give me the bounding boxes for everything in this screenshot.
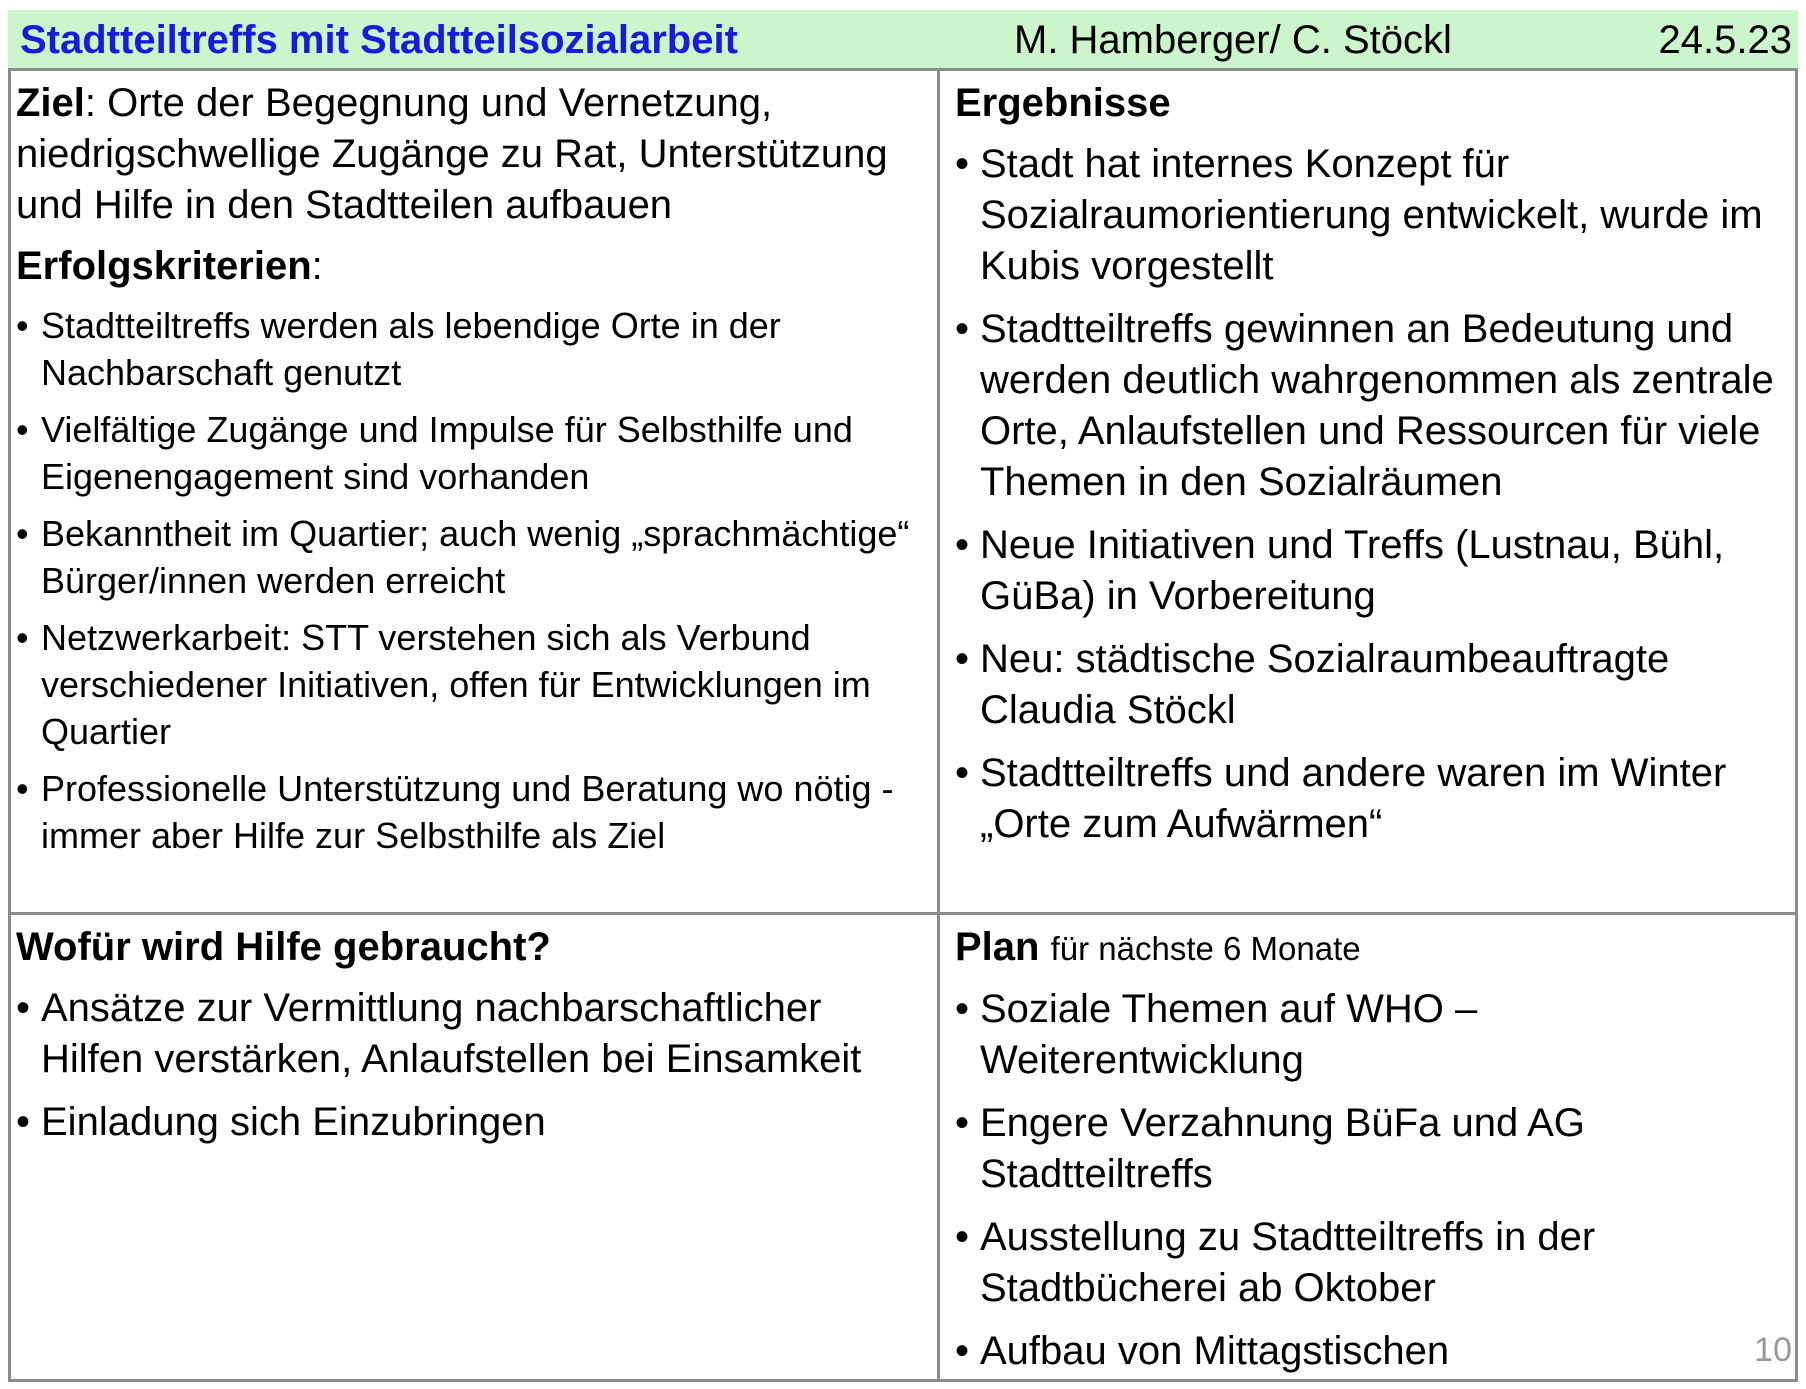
results-cell bbox=[955, 78, 1795, 862]
plan-heading bbox=[955, 922, 1795, 974]
slide-title: Stadtteiltreffs mit Stadtteilsozialarbeit bbox=[20, 18, 738, 62]
plan-list bbox=[955, 984, 1795, 1377]
slide-authors: M. Hamberger/ C. Stöckl bbox=[1014, 18, 1452, 62]
criteria-suffix: : bbox=[311, 244, 323, 288]
help-list bbox=[16, 983, 931, 1148]
list-item: • Stadt hat internes Konzept für Sozialraumorientierung entwickelt, wurde im Kubis vorgestellt bbox=[955, 139, 1795, 292]
results-heading: Ergebnisse bbox=[955, 81, 1171, 125]
list-item: • Bekanntheit im Quartier; auch wenig „sprachmächtige“ Bürger/innen werden erreicht bbox=[16, 510, 931, 604]
criteria-heading bbox=[16, 241, 931, 292]
column-divider bbox=[937, 68, 940, 1382]
list-item: • Soziale Themen auf WHO – Weiterentwicklung bbox=[955, 984, 1795, 1086]
list-item: • Einladung sich Einzubringen bbox=[16, 1097, 931, 1148]
goal-criteria-cell bbox=[16, 78, 931, 869]
list-item: • Professionelle Unterstützung und Beratung wo nötig - immer aber Hilfe zur Selbsthilfe als Ziel bbox=[16, 765, 931, 859]
list-item: • Neue Initiativen und Treffs (Lustnau, Bühl, GüBa) in Vorbereitung bbox=[955, 520, 1795, 622]
help-cell bbox=[16, 922, 931, 1160]
goal-text: : Orte der Begegnung und Vernetzung, niedrigschwellige Zugänge zu Rat, Unterstützung und Hilfe in den Stadtteilen aufbauen bbox=[16, 81, 888, 227]
page-number: 10 bbox=[1754, 1331, 1792, 1369]
plan-sublabel: für nächste 6 Monate bbox=[1050, 930, 1361, 967]
criteria-label: Erfolgskriterien bbox=[16, 244, 312, 288]
list-item: • Stadtteiltreffs werden als lebendige Orte in der Nachbarschaft genutzt bbox=[16, 302, 931, 396]
plan-cell bbox=[955, 922, 1795, 1389]
plan-label: Plan bbox=[955, 925, 1040, 969]
list-item: • Ansätze zur Vermittlung nachbarschaftlicher Hilfen verstärken, Anlaufstellen bei Einsamkeit bbox=[16, 983, 931, 1085]
slide-date: 24.5.23 bbox=[1658, 18, 1792, 62]
list-item: • Aufbau von Mittagstischen bbox=[955, 1326, 1795, 1377]
slide-header bbox=[8, 10, 1798, 68]
results-list bbox=[955, 139, 1795, 850]
help-heading: Wofür wird Hilfe gebraucht? bbox=[16, 925, 551, 969]
row-divider bbox=[8, 912, 1798, 915]
goal-label: Ziel bbox=[16, 81, 85, 125]
goal-paragraph bbox=[16, 78, 931, 231]
list-item: • Stadtteiltreffs und andere waren im Winter „Orte zum Aufwärmen“ bbox=[955, 748, 1795, 850]
list-item: • Netzwerkarbeit: STT verstehen sich als Verbund verschiedener Initiativen, offen für Entwicklungen im Quartier bbox=[16, 614, 931, 755]
list-item: • Vielfältige Zugänge und Impulse für Selbsthilfe und Eigenengagement sind vorhanden bbox=[16, 406, 931, 500]
list-item: • Stadtteiltreffs gewinnen an Bedeutung und werden deutlich wahrgenommen als zentrale Orte, Anlaufstellen und Ressourcen für viele Themen in den Sozialräumen bbox=[955, 304, 1795, 508]
list-item: • Neu: städtische Sozialraumbeauftragte Claudia Stöckl bbox=[955, 634, 1795, 736]
list-item: • Ausstellung zu Stadtteiltreffs in der Stadtbücherei ab Oktober bbox=[955, 1212, 1795, 1314]
criteria-list bbox=[16, 302, 931, 859]
list-item: • Engere Verzahnung BüFa und AG Stadtteiltreffs bbox=[955, 1098, 1795, 1200]
